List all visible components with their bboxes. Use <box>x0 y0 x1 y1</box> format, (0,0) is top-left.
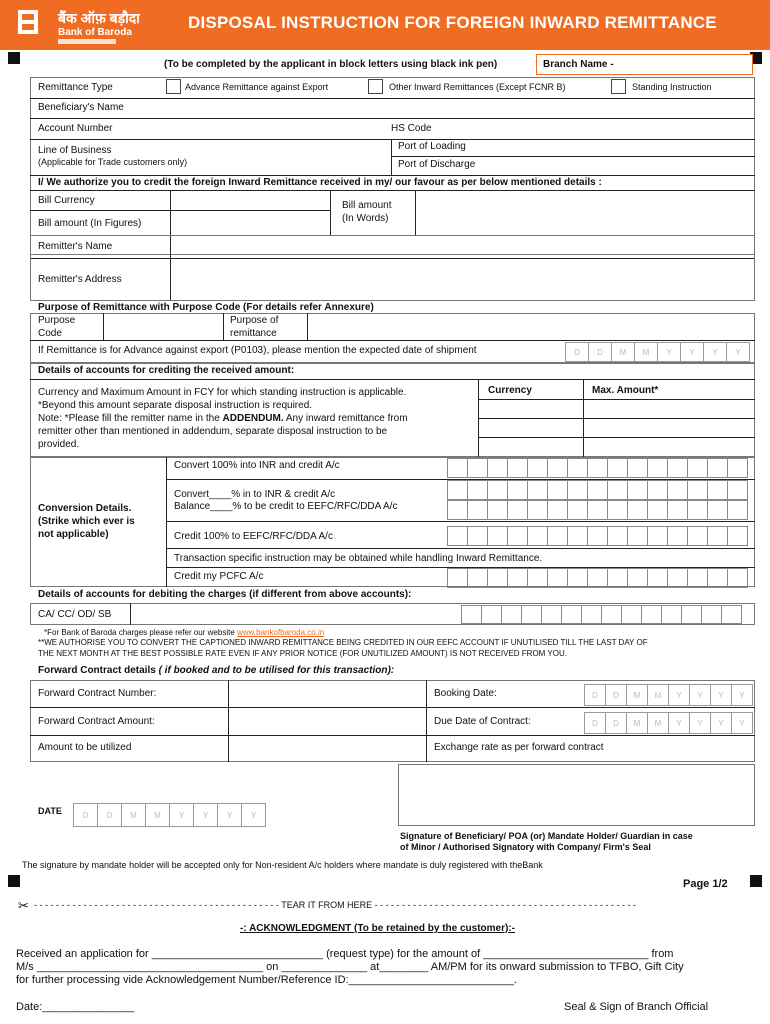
account-boxes-row-3[interactable] <box>448 500 748 520</box>
date-digit-box[interactable]: M <box>647 684 669 706</box>
line-of-business-label: Line of Business <box>38 145 112 156</box>
account-digit-box[interactable] <box>601 605 622 624</box>
date-digit-box[interactable]: Y <box>703 342 727 362</box>
bank-name-hindi: बैंक ऑफ़ बड़ौदा <box>58 10 140 26</box>
date-digit-box[interactable]: Y <box>217 803 242 827</box>
date-digit-box[interactable]: D <box>584 712 606 734</box>
booking-date-boxes[interactable] <box>585 684 753 706</box>
date-label: DATE <box>38 806 62 816</box>
account-digit-box[interactable] <box>667 500 688 520</box>
account-digit-box[interactable] <box>527 526 548 546</box>
mandate-note: The signature by mandate holder will be accepted only for Non-resident A/c holders where mandate is duly registered with theBank <box>22 860 543 870</box>
account-digit-box[interactable] <box>701 605 722 624</box>
account-digit-box[interactable] <box>587 568 608 588</box>
account-digit-box[interactable] <box>527 458 548 478</box>
account-number-field[interactable] <box>145 119 385 138</box>
date-digit-box[interactable]: Y <box>710 684 732 706</box>
account-digit-box[interactable] <box>647 458 668 478</box>
account-digit-box[interactable] <box>681 605 702 624</box>
date-digit-box[interactable]: Y <box>680 342 704 362</box>
transaction-specific-option[interactable]: Transaction specific instruction may be obtained while handling Inward Remittance. <box>174 553 543 564</box>
date-digit-box[interactable]: Y <box>193 803 218 827</box>
account-digit-box[interactable] <box>647 500 668 520</box>
account-digit-box[interactable] <box>607 480 628 500</box>
max-amount-header: Max. Amount* <box>592 385 659 396</box>
account-digit-box[interactable] <box>487 526 508 546</box>
ack-seal-sign: Seal & Sign of Branch Official <box>564 1001 709 1013</box>
date-digit-box[interactable]: D <box>565 342 589 362</box>
account-digit-box[interactable] <box>621 605 642 624</box>
convert-100-inr-option[interactable]: Convert 100% into INR and credit A/c <box>174 460 340 471</box>
date-digit-box[interactable]: D <box>97 803 122 827</box>
account-digit-box[interactable] <box>507 458 528 478</box>
bill-currency-label: Bill Currency <box>38 195 95 206</box>
account-digit-box[interactable] <box>607 458 628 478</box>
date-digit-box[interactable]: Y <box>657 342 681 362</box>
account-digit-box[interactable] <box>547 500 568 520</box>
account-digit-box[interactable] <box>627 526 648 546</box>
account-digit-box[interactable] <box>447 568 468 588</box>
accounts-text-5: provided. <box>38 439 80 450</box>
account-digit-box[interactable] <box>627 458 648 478</box>
account-digit-box[interactable] <box>647 526 668 546</box>
bill-amount-words-field[interactable] <box>416 191 754 234</box>
advance-remittance-checkbox[interactable] <box>166 79 181 94</box>
date-digit-box[interactable]: D <box>605 684 627 706</box>
account-digit-box[interactable] <box>607 568 628 588</box>
account-digit-box[interactable] <box>507 500 528 520</box>
date-digit-box[interactable]: Y <box>241 803 266 827</box>
due-date-label: Due Date of Contract: <box>434 716 531 727</box>
account-digit-box[interactable] <box>461 605 482 624</box>
account-digit-box[interactable] <box>447 526 468 546</box>
advance-remittance-label: Advance Remittance against Export <box>185 82 329 92</box>
accounts-text-1: Currency and Maximum Amount in FCY for which standing instruction is applicable. <box>38 387 407 398</box>
date-digit-box[interactable]: Y <box>731 684 753 706</box>
account-digit-box[interactable] <box>587 480 608 500</box>
account-digit-box[interactable] <box>547 526 568 546</box>
purpose-code-label-2: Code <box>38 328 62 339</box>
port-of-discharge-label: Port of Discharge <box>398 159 476 170</box>
remitter-box <box>30 235 755 301</box>
account-number-label: Account Number <box>38 123 113 134</box>
account-digit-box[interactable] <box>687 458 708 478</box>
line-of-business-note: (Applicable for Trade customers only) <box>38 157 188 167</box>
account-digit-box[interactable] <box>567 458 588 478</box>
beneficiary-name-field[interactable] <box>145 99 754 118</box>
other-remittance-checkbox[interactable] <box>368 79 383 94</box>
account-digit-box[interactable] <box>627 480 648 500</box>
ack-line-3: for further processing vide Acknowledgement Number/Reference ID:___________________________. <box>16 974 517 986</box>
ack-heading: -: ACKNOWLEDGMENT (To be retained by the customer):- <box>240 923 515 934</box>
accounts-text-3: Note: *Please fill the remitter name in the ADDENDUM. Any inward remittance from <box>38 413 408 424</box>
charges-account-types: CA/ CC/ OD/ SB <box>38 609 112 620</box>
accounts-heading: Details of accounts for crediting the received amount: <box>38 365 295 376</box>
date-digit-box[interactable]: M <box>634 342 658 362</box>
charges-account-boxes[interactable] <box>462 605 742 624</box>
forward-contract-number-label: Forward Contract Number: <box>38 688 157 699</box>
date-digit-box[interactable]: D <box>605 712 627 734</box>
account-digit-box[interactable] <box>447 458 468 478</box>
date-digit-box[interactable]: Y <box>689 684 711 706</box>
account-digit-box[interactable] <box>487 480 508 500</box>
purpose-of-remittance-label: Purpose of <box>230 315 279 326</box>
account-digit-box[interactable] <box>487 568 508 588</box>
account-digit-box[interactable] <box>727 526 748 546</box>
account-digit-box[interactable] <box>507 568 528 588</box>
charges-website-note: *For Bank of Baroda charges please refer our website www.bankofbaroda.co.in <box>44 628 325 637</box>
account-digit-box[interactable] <box>667 458 688 478</box>
authorize-heading: I/ We authorize you to credit the foreign Inward Remittance received in my/ our favour as per below mentioned details : <box>38 177 602 188</box>
account-boxes-row-1[interactable] <box>448 458 748 478</box>
account-digit-box[interactable] <box>567 500 588 520</box>
account-digit-box[interactable] <box>727 568 748 588</box>
account-digit-box[interactable] <box>567 526 588 546</box>
date-digit-box[interactable]: M <box>626 684 648 706</box>
credit-100-eefc-option[interactable]: Credit 100% to EEFC/RFC/DDA A/c <box>174 531 333 542</box>
accounts-text-4: remitter other than mentioned in addendum, separate disposal instruction to be <box>38 426 388 437</box>
signature-date-boxes[interactable] <box>74 803 266 827</box>
forward-contract-amount-label: Forward Contract Amount: <box>38 716 155 727</box>
accounts-text-2: *Beyond this amount separate disposal instruction is required. <box>38 400 313 411</box>
ack-line-1: Received an application for ____________________________ (request type) for the amount of ___________________________ from <box>16 948 674 960</box>
account-digit-box[interactable] <box>507 526 528 546</box>
logo-tagline-bar <box>58 39 116 44</box>
account-boxes-row-5[interactable] <box>448 568 748 588</box>
bill-amount-figures-label: Bill amount (In Figures) <box>38 218 142 229</box>
account-digit-box[interactable] <box>547 568 568 588</box>
account-digit-box[interactable] <box>587 458 608 478</box>
account-digit-box[interactable] <box>587 526 608 546</box>
date-digit-box[interactable]: D <box>588 342 612 362</box>
bank-logo-icon <box>14 6 42 38</box>
account-digit-box[interactable] <box>707 500 728 520</box>
remitter-name-label: Remitter's Name <box>38 241 113 252</box>
booking-date-label: Booking Date: <box>434 688 497 699</box>
eefc-authorise-note-2: THE NEXT MONTH AT THE BEST POSSIBLE RATE EVEN IF ANY PRIOR NOTICE (FOR UNUTILIZED AMOUNT) IS NOT RECEIVED FROM YOU. <box>38 649 567 658</box>
account-digit-box[interactable] <box>727 500 748 520</box>
account-digit-box[interactable] <box>467 526 488 546</box>
exchange-rate-label: Exchange rate as per forward contract <box>434 742 604 753</box>
bill-amount-words-sub: (In Words) <box>342 213 389 224</box>
scissors-icon: ✂ <box>18 898 29 913</box>
account-digit-box[interactable] <box>727 480 748 500</box>
credit-pcfc-option[interactable]: Credit my PCFC A/c <box>174 571 264 582</box>
eefc-authorise-note-1: **WE AUTHORISE YOU TO CONVERT THE CAPTIONED INWARD REMITTANCE BEING CREDITED IN OUR EEFC ACCOUNT IF UNUTILISED TILL THE LAST DAY OF <box>38 638 648 647</box>
date-digit-box[interactable]: Y <box>668 684 690 706</box>
account-digit-box[interactable] <box>627 568 648 588</box>
date-digit-box[interactable]: Y <box>169 803 194 827</box>
account-digit-box[interactable] <box>501 605 522 624</box>
charges-heading: Details of accounts for debiting the charges (if different from above accounts): <box>38 589 412 600</box>
account-boxes-row-4[interactable] <box>448 526 748 546</box>
account-digit-box[interactable] <box>527 500 548 520</box>
account-digit-box[interactable] <box>687 568 708 588</box>
date-digit-box[interactable]: M <box>145 803 170 827</box>
ack-date: Date:_______________ <box>16 1001 135 1013</box>
date-digit-box[interactable]: Y <box>668 712 690 734</box>
account-digit-box[interactable] <box>507 480 528 500</box>
advance-shipment-note: If Remittance is for Advance against export (P0103), please mention the expected date of shipment <box>38 345 477 356</box>
corner-mark <box>8 52 20 64</box>
forward-contract-heading: Forward Contract details ( if booked and to be utilised for this transaction): <box>38 665 395 676</box>
account-digit-box[interactable] <box>707 568 728 588</box>
account-digit-box[interactable] <box>727 458 748 478</box>
account-digit-box[interactable] <box>687 500 708 520</box>
account-digit-box[interactable] <box>561 605 582 624</box>
account-digit-box[interactable] <box>467 568 488 588</box>
accounts-paragraph <box>38 386 478 451</box>
account-digit-box[interactable] <box>687 480 708 500</box>
account-digit-box[interactable] <box>641 605 662 624</box>
account-digit-box[interactable] <box>527 480 548 500</box>
date-digit-box[interactable]: M <box>647 712 669 734</box>
account-digit-box[interactable] <box>567 480 588 500</box>
account-digit-box[interactable] <box>467 480 488 500</box>
bill-amount-words-label: Bill amount <box>342 200 392 211</box>
due-date-boxes[interactable] <box>585 712 753 734</box>
account-digit-box[interactable] <box>527 568 548 588</box>
date-digit-box[interactable]: D <box>584 684 606 706</box>
signature-box[interactable] <box>398 764 755 826</box>
account-digit-box[interactable] <box>521 605 542 624</box>
account-digit-box[interactable] <box>587 500 608 520</box>
branch-name-field[interactable] <box>536 54 753 75</box>
remittance-type-label: Remittance Type <box>38 82 113 93</box>
account-digit-box[interactable] <box>467 500 488 520</box>
account-digit-box[interactable] <box>481 605 502 624</box>
account-digit-box[interactable] <box>581 605 602 624</box>
date-digit-box[interactable]: D <box>73 803 98 827</box>
corner-mark <box>750 875 762 887</box>
amount-utilized-label: Amount to be utilized <box>38 742 132 753</box>
account-digit-box[interactable] <box>541 605 562 624</box>
purpose-heading: Purpose of Remittance with Purpose Code (For details refer Annexure) <box>38 302 374 313</box>
account-digit-box[interactable] <box>661 605 682 624</box>
form-instruction: (To be completed by the applicant in block letters using black ink pen) <box>164 59 498 70</box>
date-digit-box[interactable]: Y <box>726 342 750 362</box>
date-digit-box[interactable]: Y <box>710 712 732 734</box>
account-digit-box[interactable] <box>667 568 688 588</box>
other-remittance-label: Other Inward Remittances (Except FCNR B) <box>389 82 566 92</box>
account-digit-box[interactable] <box>647 480 668 500</box>
account-digit-box[interactable] <box>567 568 588 588</box>
purpose-of-remittance-label-2: remittance <box>230 328 277 339</box>
hs-code-label: HS Code <box>391 123 432 134</box>
page-number: Page 1/2 <box>683 878 728 890</box>
account-digit-box[interactable] <box>607 500 628 520</box>
account-digit-box[interactable] <box>707 526 728 546</box>
conversion-label: Conversion Details. (Strike which ever is not applicable) <box>38 503 135 540</box>
shipment-date-boxes[interactable] <box>566 342 750 362</box>
form-title: DISPOSAL INSTRUCTION FOR FOREIGN INWARD REMITTANCE <box>188 13 717 32</box>
signature-caption-2: of Minor / Authorised Signatory with Company/ Firm's Seal <box>400 842 651 852</box>
standing-instruction-checkbox[interactable] <box>611 79 626 94</box>
account-digit-box[interactable] <box>607 526 628 546</box>
date-digit-box[interactable]: M <box>121 803 146 827</box>
currency-header: Currency <box>488 385 532 396</box>
account-digit-box[interactable] <box>447 480 468 500</box>
branch-name-label: Branch Name - <box>543 59 614 70</box>
account-boxes-row-2[interactable] <box>448 480 748 500</box>
account-digit-box[interactable] <box>487 500 508 520</box>
account-digit-box[interactable] <box>467 458 488 478</box>
date-digit-box[interactable]: M <box>611 342 635 362</box>
signature-caption-1: Signature of Beneficiary/ POA (or) Mandate Holder/ Guardian in case <box>400 831 693 841</box>
date-digit-box[interactable]: Y <box>689 712 711 734</box>
account-digit-box[interactable] <box>667 480 688 500</box>
account-digit-box[interactable] <box>707 480 728 500</box>
account-digit-box[interactable] <box>721 605 742 624</box>
bank-name: Bank of Baroda <box>58 27 132 38</box>
bank-logo <box>14 6 154 46</box>
purpose-code-label: Purpose <box>38 315 76 326</box>
account-digit-box[interactable] <box>547 458 568 478</box>
standing-instruction-label: Standing Instruction <box>632 82 712 92</box>
account-digit-box[interactable] <box>547 480 568 500</box>
account-digit-box[interactable] <box>687 526 708 546</box>
tear-line: - - - - - - - - - - - - - - - - - - - - - - - - - - - - - - - - - - - - - - - - - - - - - TEAR IT FROM HERE - - - - - - - - - - - - - - - - - - - - - - - - - - - - - - - - - - - - - - - - - - - - - - - - <box>34 900 636 910</box>
port-of-loading-label: Port of Loading <box>398 141 466 152</box>
account-digit-box[interactable] <box>647 568 668 588</box>
remitter-address-label: Remitter's Address <box>38 274 122 285</box>
account-digit-box[interactable] <box>487 458 508 478</box>
ack-line-2: M/s _____________________________________ on ______________ at________ AM/PM for its onward submission to TFBO, Gift City <box>16 961 684 973</box>
balance-partial-option: Balance____% to be credit to EEFC/RFC/DDA A/c <box>174 501 398 512</box>
corner-mark <box>8 875 20 887</box>
website-link[interactable]: www.bankofbaroda.co.in <box>237 628 325 637</box>
account-digit-box[interactable] <box>447 500 468 520</box>
date-digit-box[interactable]: M <box>626 712 648 734</box>
account-digit-box[interactable] <box>707 458 728 478</box>
account-digit-box[interactable] <box>667 526 688 546</box>
date-digit-box[interactable]: Y <box>731 712 753 734</box>
account-digit-box[interactable] <box>627 500 648 520</box>
beneficiary-name-label: Beneficiary's Name <box>38 102 124 113</box>
convert-partial-option[interactable]: Convert____% in to INR & credit A/c <box>174 489 336 500</box>
